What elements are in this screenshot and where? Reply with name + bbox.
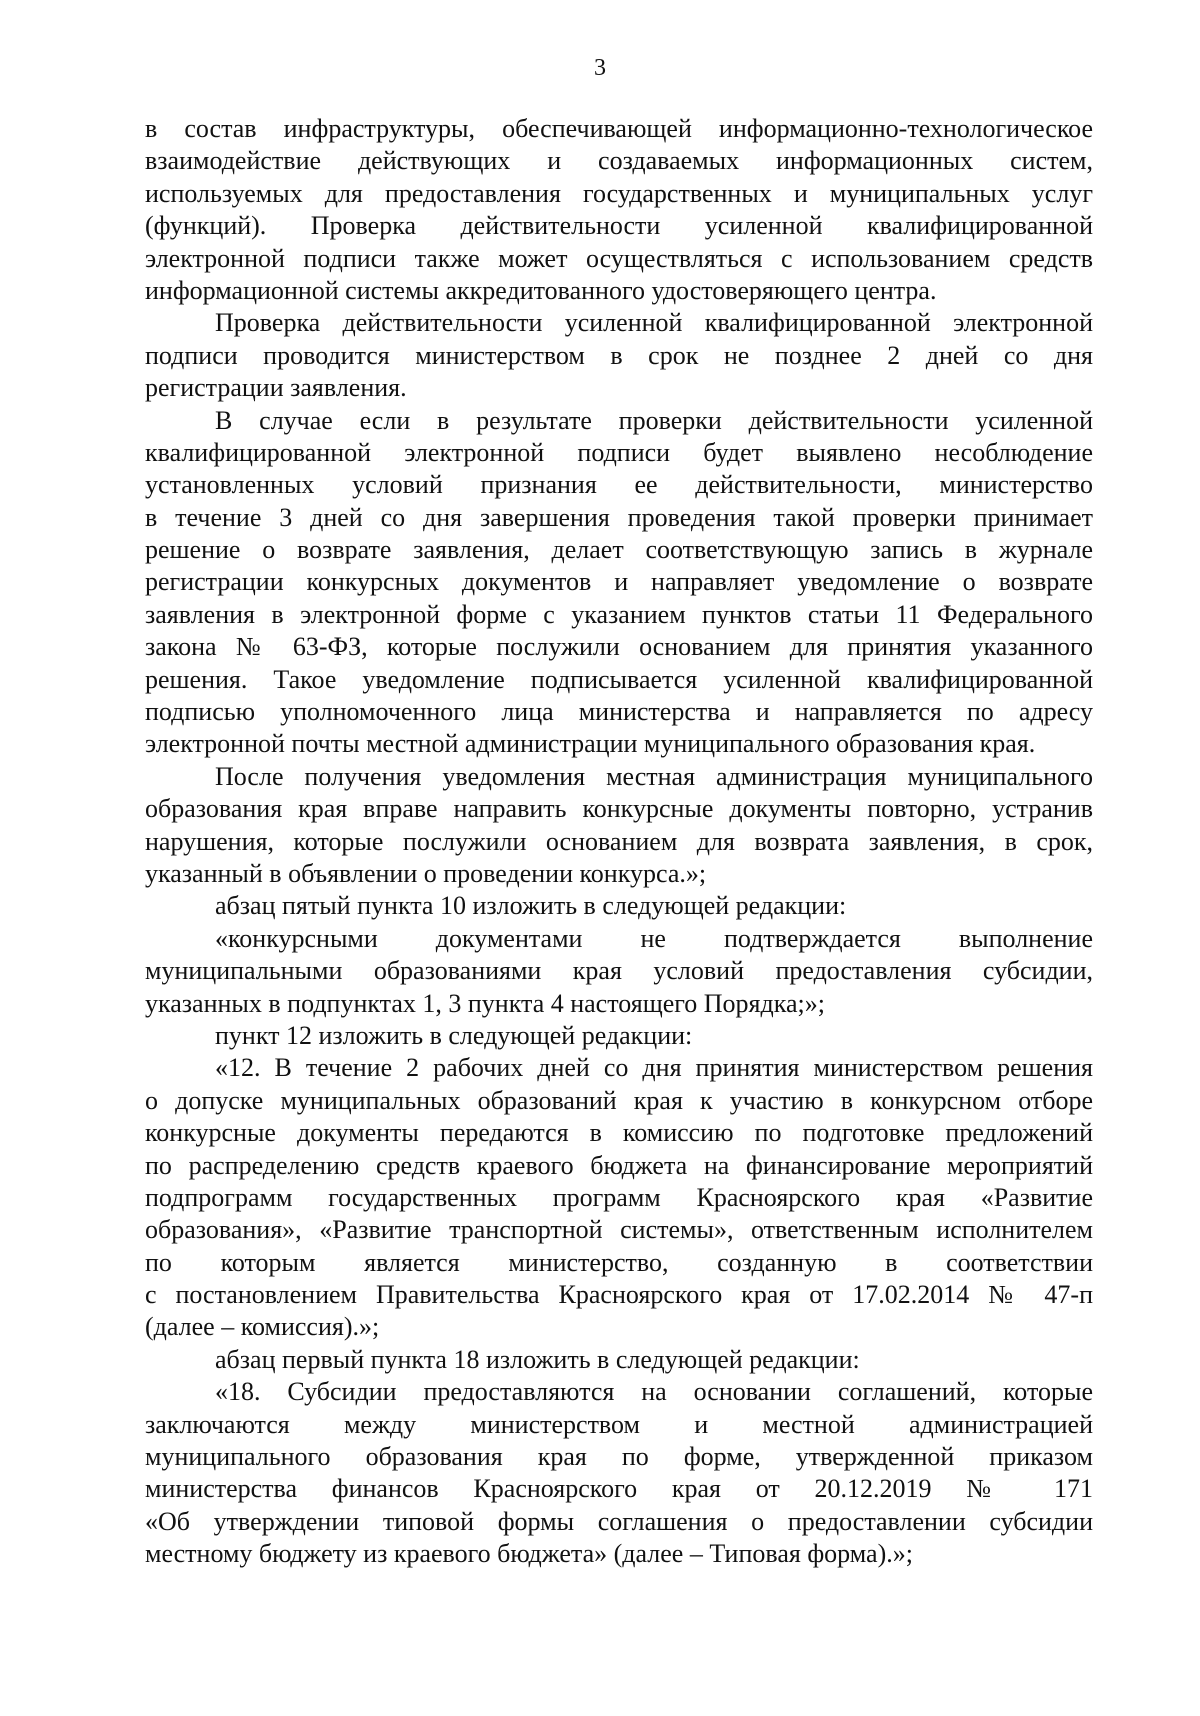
text-line: информационной системы аккредитованного удостоверяющего центра. (145, 275, 937, 305)
text-line: закона № 63-ФЗ, которые послужили основанием для принятия указанного (145, 632, 1093, 662)
text-line: (функций). Проверка действительности усиленной квалифицированной (145, 211, 1093, 241)
text-line: решение о возврате заявления, делает соответствующую запись в журнале (145, 535, 1093, 565)
text-line: квалифицированной электронной подписи будет выявлено несоблюдение (145, 437, 1093, 467)
text-line: нарушения, которые послужили основанием для возврата заявления, в срок, (145, 826, 1093, 856)
document-body (145, 113, 1093, 1571)
text-line: с постановлением Правительства Красноярского края от 17.02.2014 № 47-п (145, 1280, 1093, 1310)
text-line: «12. В течение 2 рабочих дней со дня принятия министерством решения (215, 1053, 1093, 1083)
text-line: (далее – комиссия).»; (145, 1312, 380, 1342)
text-line: по распределению средств краевого бюджета на финансирование мероприятий (145, 1150, 1093, 1180)
text-line: абзац пятый пункта 10 изложить в следующей редакции: (215, 891, 847, 921)
text-line: решения. Такое уведомление подписывается усиленной квалифицированной (145, 664, 1093, 694)
text-line: заключаются между министерством и местной администрацией (145, 1409, 1093, 1439)
text-line: конкурсные документы передаются в комиссию по подготовке предложений (145, 1118, 1093, 1148)
text-line: абзац первый пункта 18 изложить в следующей редакции: (215, 1344, 860, 1374)
text-line: В случае если в результате проверки действительности усиленной (215, 405, 1093, 435)
text-line: электронной почты местной администрации муниципального образования края. (145, 729, 1036, 759)
text-line: пункт 12 изложить в следующей редакции: (215, 1020, 693, 1050)
text-line: взаимодействие действующих и создаваемых информационных систем, (145, 146, 1093, 176)
text-line: После получения уведомления местная администрация муниципального (215, 761, 1093, 791)
text-line: регистрации заявления. (145, 373, 407, 403)
text-line: подписи проводится министерством в срок не позднее 2 дней со дня (145, 340, 1093, 370)
text-line: заявления в электронной форме с указанием пунктов статьи 11 Федерального (145, 599, 1093, 629)
text-line: в состав инфраструктуры, обеспечивающей информационно-технологическое (145, 114, 1093, 143)
text-line: местному бюджету из краевого бюджета» (далее – Типовая форма).»; (145, 1539, 913, 1569)
text-line: регистрации конкурсных документов и направляет уведомление о возврате (145, 567, 1093, 597)
text-line: о допуске муниципальных образований края к участию в конкурсном отборе (145, 1085, 1093, 1115)
text-line: в течение 3 дней со дня завершения проведения такой проверки принимает (145, 502, 1093, 532)
text-line: используемых для предоставления государственных и муниципальных услуг (145, 178, 1093, 208)
page-number: 3 (594, 55, 606, 81)
text-line: подпрограмм государственных программ Красноярского края «Развитие (145, 1182, 1093, 1212)
text-line: указанный в объявлении о проведении конкурса.»; (145, 858, 707, 888)
text-line: установленных условий признания ее действительности, министерство (145, 470, 1093, 500)
text-line: образования», «Развитие транспортной системы», ответственным исполнителем (145, 1215, 1093, 1245)
text-line: муниципального образования края по форме, утвержденной приказом (145, 1442, 1093, 1472)
text-line: по которым является министерство, созданную в соответствии (145, 1247, 1093, 1277)
text-line: подписью уполномоченного лица министерства и направляется по адресу (145, 697, 1093, 727)
text-line: Проверка действительности усиленной квалифицированной электронной (215, 308, 1093, 338)
text-line: «Об утверждении типовой формы соглашения о предоставлении субсидии (145, 1506, 1093, 1536)
text-line: «конкурсными документами не подтверждается выполнение (215, 923, 1093, 953)
text-line: образования края вправе направить конкурсные документы повторно, устранив (145, 794, 1093, 824)
text-line: муниципальными образованиями края условий предоставления субсидии, (145, 956, 1093, 986)
text-line: министерства финансов Красноярского края от 20.12.2019 № 171 (145, 1474, 1093, 1504)
text-line: электронной подписи также может осуществляться с использованием средств (145, 243, 1093, 273)
text-line: указанных в подпунктах 1, 3 пункта 4 настоящего Порядка;»; (145, 988, 825, 1018)
text-line: «18. Субсидии предоставляются на основании соглашений, которые (215, 1377, 1093, 1407)
